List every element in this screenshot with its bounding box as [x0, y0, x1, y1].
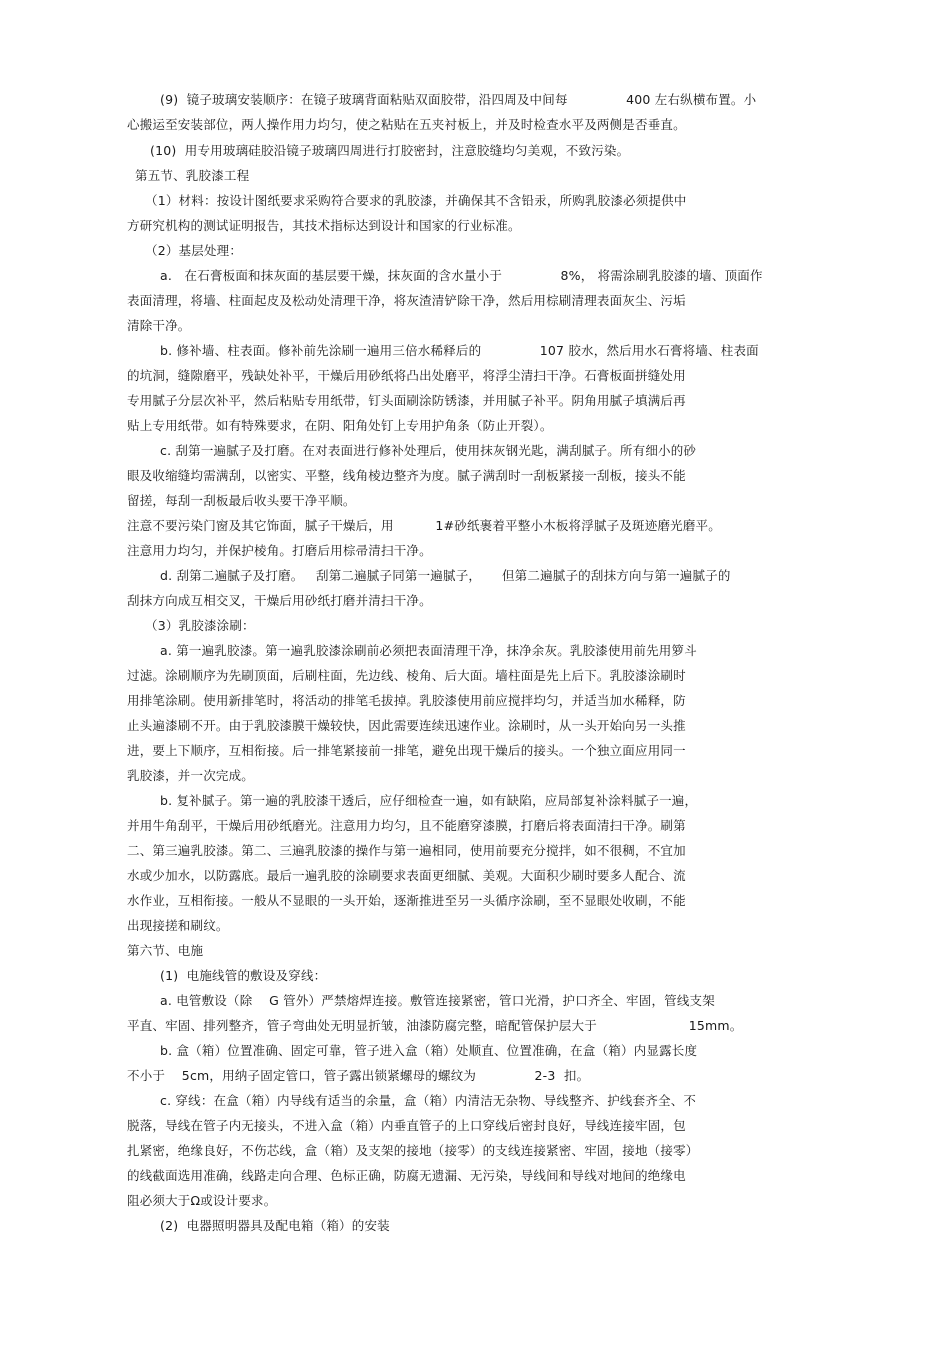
text-line: 心搬运至安装部位，两人操作用力均匀，使之粘贴在五夹衬板上，并及时检查水平及两侧是否垂直。: [127, 117, 686, 132]
text-line: 并用牛角刮平，干燥后用砂纸磨光。注意用力均匀，且不能磨穿漆膜，打磨后将表面清扫干净。刷第: [127, 818, 686, 833]
text-line: d. 刮第二遍腻子及打磨。 刮第二遍腻子同第一遍腻子， 但第二遍腻子的刮抹方向与第一遍腻子的: [160, 568, 731, 583]
text-line: （1）材料：按设计图纸要求采购符合要求的乳胶漆，并确保其不含铅汞，所购乳胶漆必须提供中: [145, 193, 687, 208]
text-line: (10) 用专用玻璃硅胶沿镜子玻璃四周进行打胶密封，注意胶缝均匀美观，不致污染。: [150, 143, 630, 158]
text-line: 眼及收缩缝均需满刮，以密实、平整，线角棱边整齐为度。腻子满刮时一刮板紧接一刮板，接头不能: [127, 468, 686, 483]
text-line: 过滤。涂刷顺序为先刷顶面，后刷柱面，先边线、棱角、后大面。墙柱面是先上后下。乳胶漆涂刷时: [127, 668, 686, 683]
text-line: 进，要上下顺序，互相衔接。后一排笔紧接前一排笔，避免出现干燥后的接头。一个独立面应用同一: [127, 743, 686, 758]
text-line: 表面清理，将墙、柱面起皮及松动处清理干净，将灰渣清铲除干净，然后用棕刷清理表面灰尘、污垢: [127, 293, 686, 308]
text-line: 专用腻子分层次补平，然后粘贴专用纸带，钉头面刷涂防锈漆，并用腻子补平。阴角用腻子填满后再: [127, 393, 686, 408]
text-line: 水作业，互相衔接。一般从不显眼的一头开始，逐渐推进至另一头循序涂刷，至不显眼处收刷，不能: [127, 893, 686, 908]
text-line: c. 刮第一遍腻子及打磨。在对表面进行修补处理后，使用抹灰钢光匙，满刮腻子。所有细小的砂: [160, 443, 697, 458]
text-line: 平直、牢固、排列整齐，管子弯曲处无明显折皱，油漆防腐完整，暗配管保护层大于 15mm。: [127, 1018, 743, 1033]
text-line: 留搓，每刮一刮板最后收头要干净平顺。: [127, 493, 356, 508]
section-heading: 第五节、乳胶漆工程: [135, 168, 250, 183]
text-line: a. 在石膏板面和抹灰面的基层要干燥，抹灰面的含水量小于 8%， 将需涂刷乳胶漆的墙、顶面作: [160, 268, 763, 283]
text-line: 清除干净。: [127, 318, 191, 333]
text-line: 刮抹方向成互相交叉，干燥后用砂纸打磨并清扫干净。: [127, 593, 432, 608]
subsection-heading: （3）乳胶漆涂刷：: [145, 618, 255, 633]
text-line: 水或少加水，以防露底。最后一遍乳胶的涂刷要求表面更细腻、美观。大面积少刷时要多人配合、流: [127, 868, 686, 883]
text-line: 注意不要污染门窗及其它饰面，腻子干燥后，用 1#砂纸裹着平整小木板将浮腻子及斑迹磨光磨平。: [127, 518, 721, 533]
text-line: 的坑洞，缝隙磨平，残缺处补平，干燥后用砂纸将凸出处磨平，将浮尘清扫干净。石膏板面拼缝处用: [127, 368, 686, 383]
section-heading: 第六节、电施: [127, 943, 204, 958]
text-line: b. 复补腻子。第一遍的乳胶漆干透后，应仔细检查一遍，如有缺陷，应局部复补涂料腻子一遍，: [160, 793, 698, 808]
text-line: c. 穿线：在盒（箱）内导线有适当的余量，盒（箱）内清洁无杂物、导线整齐、护线套齐全、不: [160, 1093, 697, 1108]
text-line: 出现接搓和刷纹。: [127, 918, 229, 933]
subsection-heading: (1) 电施线管的敷设及穿线：: [160, 968, 327, 983]
text-line: a. 第一遍乳胶漆。第一遍乳胶漆涂刷前必须把表面清理干净，抹净余灰。乳胶漆使用前先用箩斗: [160, 643, 697, 658]
text-line: 扎紧密，绝缘良好，不伤芯线，盒（箱）及支架的接地（接零）的支线连接紧密、牢固，接地（接零）: [127, 1143, 699, 1158]
text-line: 止头遍漆刷不开。由于乳胶漆膜干燥较快，因此需要连续迅速作业。涂刷时，从一头开始向另一头推: [127, 718, 686, 733]
text-line: 方研究机构的测试证明报告，其技术指标达到设计和国家的行业标准。: [127, 218, 521, 233]
text-line: (9) 镜子玻璃安装顺序：在镜子玻璃背面粘贴双面胶带，沿四周及中间每 400 左右纵横布置。小: [160, 92, 757, 107]
text-line: a. 电管敷设（除 G 管外）严禁熔焊连接。敷管连接紧密，管口光滑，护口齐全、牢固，管线支架: [160, 993, 715, 1008]
text-line: b. 修补墙、柱表面。修补前先涂刷一遍用三倍水稀释后的 107 胶水，然后用水石膏将墙、柱表面: [160, 343, 759, 358]
text-line: 阻必须大于Ω或设计要求。: [127, 1193, 277, 1208]
text-line: 用排笔涂刷。使用新排笔时，将活动的排笔毛拔掉。乳胶漆使用前应搅拌均匀，并适当加水稀释，防: [127, 693, 686, 708]
text-line: 二、第三遍乳胶漆。第二、三遍乳胶漆的操作与第一遍相同，使用前要充分搅拌，如不很稠，不宜加: [127, 843, 686, 858]
text-line: 的线截面选用准确，线路走向合理、色标正确，防腐无遗漏、无污染，导线间和导线对地间的绝缘电: [127, 1168, 686, 1183]
text-line: 贴上专用纸带。如有特殊要求，在阴、阳角处钉上专用护角条（防止开裂）。: [127, 418, 553, 433]
text-line: 脱落，导线在管子内无接头，不进入盒（箱）内垂直管子的上口穿线后密封良好，导线连接牢固，包: [127, 1118, 686, 1133]
subsection-heading: (2) 电器照明器具及配电箱（箱）的安装: [160, 1218, 390, 1233]
text-line: 注意用力均匀，并保护棱角。打磨后用棕帚清扫干净。: [127, 543, 432, 558]
text-line: 不小于 5cm，用纳子固定管口，管子露出锁紧螺母的螺纹为 2-3 扣。: [127, 1068, 590, 1083]
text-line: 乳胶漆，并一次完成。: [127, 768, 255, 783]
subsection-heading: （2）基层处理：: [145, 243, 243, 258]
text-line: b. 盒（箱）位置准确、固定可靠，管子进入盒（箱）处顺直、位置准确，在盒（箱）内显露长度: [160, 1043, 698, 1058]
